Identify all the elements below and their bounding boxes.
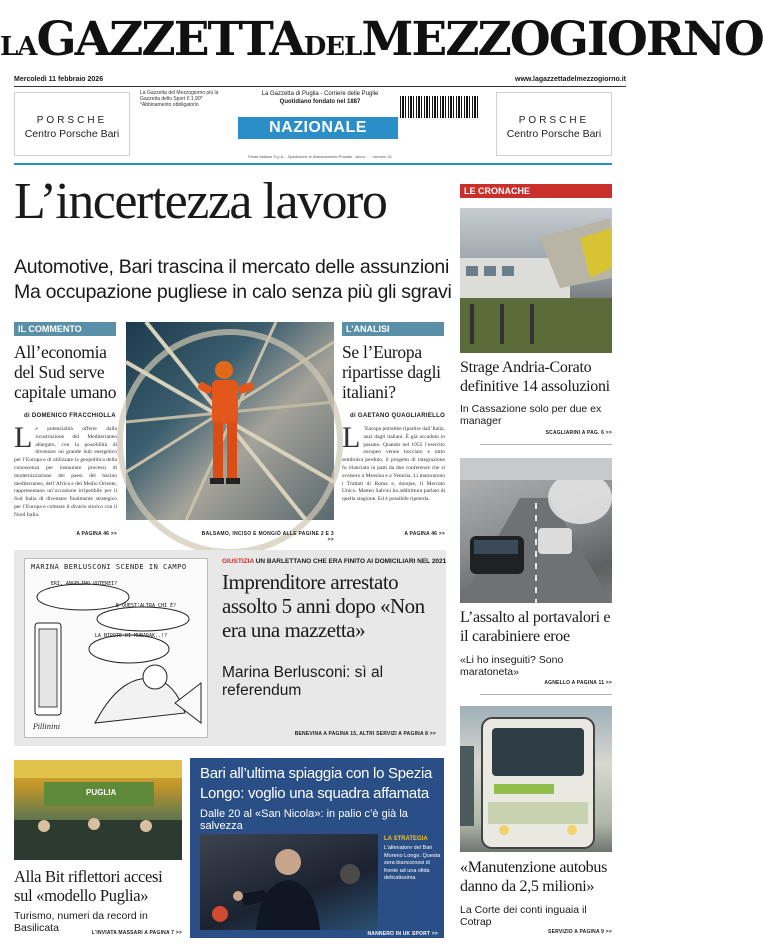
train-crash-photo <box>460 208 612 353</box>
cronache-story1-ref[interactable]: SCAGLIARINI A PAG. 6 >> <box>545 430 612 436</box>
cronache-story3-headline[interactable]: «Manutenzione autobus danno da 2,5 milioni» <box>460 859 607 895</box>
website-link[interactable]: www.lagazzettadelmezzogiorno.it <box>515 76 626 83</box>
masthead-la: LA <box>0 32 37 62</box>
analisi-body-text: ’Europa potrebbe ripartire dall’Italia, anzi dagli italiani. È già accaduto in passato. Quando nel 1955 l’esercito europeo venne bocciato e tutto sembrava perduto, il progetto di integrazione fu rilanciato in patti da due conferenze che si svolsero a Messina e a Venezia. Li maturarono i Trattati di Roma e, dunque, il Mercato Unico. Matteo Salvini ha addirittura parlato di quella stagione. Ed è possibile ripeterla. <box>342 426 445 503</box>
cronache-story3-sub: La Corte dei conti inguaia il Cotrap <box>460 904 587 928</box>
cartoon-bubble-3: LA NIPOTE DI MUBARAK..!? <box>94 633 168 639</box>
sport-ref[interactable]: NANNERO IN UK SPORT >> <box>367 931 438 937</box>
worker-illustration <box>126 322 334 520</box>
giustizia-kicker-text: UN BARLETTANO CHE ERA FINITO AI DOMICILIARI NEL 2021 <box>255 558 447 565</box>
ad-porsche-right[interactable] <box>496 92 612 156</box>
analisi-headline[interactable]: Se l’Europa ripartisse dagli italiani? <box>342 342 441 402</box>
worker-photo <box>126 322 334 520</box>
analisi-label: L’ANALISI <box>342 322 444 336</box>
cronache-story1-headline[interactable]: Strage Andria-Corato definitive 14 assoluzioni <box>460 359 610 395</box>
bit-fair-photo <box>14 760 182 860</box>
cartoon-bubble-2: E QUEST’ALTRA CHI È? <box>115 603 177 609</box>
bit-banner: PUGLIA <box>86 788 117 797</box>
ad-text: Centro Porsche Bari <box>506 128 602 140</box>
edition-badge: NAZIONALE <box>238 117 398 139</box>
bit-headline[interactable]: Alla Bit riflettori accesi sul «modello Puglia» <box>14 867 163 905</box>
analisi-author: di GAETANO QUAGLIARIELLO <box>350 413 446 419</box>
dropcap: L <box>342 421 361 454</box>
giustizia-sub[interactable]: Marina Berlusconi: sì al referendum <box>222 664 384 699</box>
dropcap: L <box>14 421 33 454</box>
masthead-gazzetta: GAZZETTA <box>36 12 304 67</box>
masthead-info <box>240 90 400 106</box>
giustizia-kicker-red: GIUSTIZIA <box>222 558 254 565</box>
sport-strategy-label: LA STRATEGIA <box>384 836 428 842</box>
masthead-mezzogiorno: MEZZOGIORNO <box>361 12 763 67</box>
commento-body-text: e potenzialità offerte dalla ricostruzione del Mediterraneo allargato, con la possibilità di diventare un grande hub energetico per l’Europa e di utilizzare la geopolitica della conoscenza per instaurare processi di modernizzazione dei paesi del bacino mediterraneo, dell’Africa e del Medio Oriente, rappresentano un’occasione irripetibile per il Sud Italia di diventare finalmente strategico per l’Europa e colmare il divario storico con il Nord Italia. <box>14 426 117 518</box>
postal-line: Poste Italiane S.p.A. - Spedizione in Abbonamento Postale - Anno ... - numero 41 <box>248 154 392 159</box>
coach-illustration <box>200 834 378 930</box>
commento-pageref[interactable]: A PAGINA 46 >> <box>76 531 117 537</box>
price-note <box>140 90 230 108</box>
cronache-story2-headline[interactable]: L’assalto al portavalori e il carabiniere eroe <box>460 609 611 645</box>
cronache-story3-ref[interactable]: SERVIZIO A PAGINA 9 >> <box>548 929 612 935</box>
giustizia-ref[interactable]: BENEVINA A PAGINA 15, ALTRI SERVIZI A PAGINA 8 >> <box>294 731 436 737</box>
cartoon-signature: Pillinini <box>33 723 61 731</box>
bit-sub: Turismo, numeri da record in Basilicata <box>14 910 148 934</box>
commento-body[interactable] <box>14 421 117 526</box>
header-blue-rule <box>14 163 612 165</box>
commento-headline[interactable]: All’economia del Sud serve capitale umano <box>14 342 117 402</box>
analisi-pageref[interactable]: A PAGINA 46 >> <box>404 531 445 537</box>
porsche-logo: PORSCHE <box>36 115 108 126</box>
coach-photo <box>200 834 378 930</box>
price-note-text: La Gazzetta del Mezzogiorno più la Gazzetta dello Sport € 1,90* <box>140 90 219 102</box>
lead-subhead[interactable] <box>14 255 454 305</box>
commento-author: di DOMENICO FRACCHIOLLA <box>24 413 116 419</box>
sport-headline[interactable]: Bari all’ultima spiaggia con lo Spezia Longo: voglio una squadra affamata <box>200 765 433 802</box>
sport-strategy-text: L’allenatore del Bari Moreno Longo. Questa sera biancorossi di fronte ad una sfida delicatissima <box>384 845 441 881</box>
sport-sub: Dalle 20 al «San Nicola»: in palio c’è già la salvezza <box>200 808 408 832</box>
giustizia-headline[interactable]: Imprenditore arrestato assolto 5 anni dopo «Non era una mazzetta» <box>222 570 425 642</box>
ad-text: Centro Porsche Bari <box>24 128 120 140</box>
bus-photo <box>460 706 612 852</box>
cronache-story2-ref[interactable]: AGNELLO A PAGINA 11 >> <box>544 680 612 686</box>
lead-subhead-line1: Automotive, Bari trascina il mercato delle assunzioni <box>14 256 449 278</box>
porsche-logo: PORSCHE <box>518 115 590 126</box>
commento-label: IL COMMENTO <box>14 322 116 336</box>
cartoon-title: MARINA BERLUSCONI SCENDE IN CAMPO <box>31 563 187 571</box>
lead-headline[interactable]: L’incertezza lavoro <box>14 173 387 230</box>
photo-caption[interactable]: BALSAMO, INCISO E MONGIÒ ALLE PAGINE 2 E 3 >> <box>201 531 334 543</box>
lead-subhead-line2: Ma occupazione pugliese in calo senza più gli sgravi <box>14 281 452 303</box>
ad-porsche-left[interactable] <box>14 92 130 156</box>
cronache-label: LE CRONACHE <box>460 184 612 198</box>
masthead-title <box>0 12 763 73</box>
separator <box>480 444 612 445</box>
masthead-tagline: La Gazzetta di Puglia - Corriere delle Puglie <box>261 91 379 97</box>
issue-date: Mercoledì 11 febbraio 2026 <box>14 76 104 83</box>
cronache-story1-sub: In Cassazione solo per due ex manager <box>460 403 602 427</box>
bus-illustration <box>460 706 612 852</box>
armored-car-photo <box>460 458 612 603</box>
masthead-founded: Quotidiano fondato nel 1887 <box>279 99 361 105</box>
bit-illustration <box>14 760 182 860</box>
cronache-story2-sub: «Li ho inseguiti? Sono maratoneta» <box>460 654 564 678</box>
analisi-body[interactable] <box>342 421 445 526</box>
cartoon[interactable] <box>24 558 208 738</box>
cartoon-bubble-1: ERI, ANGELINO VOTEREI? <box>50 581 118 587</box>
bit-ref[interactable]: L’INVIATA MASSARI A PAGINA 7 >> <box>91 930 182 936</box>
train-illustration <box>460 208 612 353</box>
road-illustration <box>460 458 612 603</box>
masthead-del: DEL <box>303 32 362 62</box>
barcode <box>400 96 480 118</box>
masthead-rule <box>14 86 626 87</box>
giustizia-kicker <box>222 558 447 565</box>
price-note-sub: *Abbinamento obbligatorio <box>140 102 199 108</box>
cartoon-drawing <box>25 573 207 737</box>
separator <box>480 694 612 695</box>
